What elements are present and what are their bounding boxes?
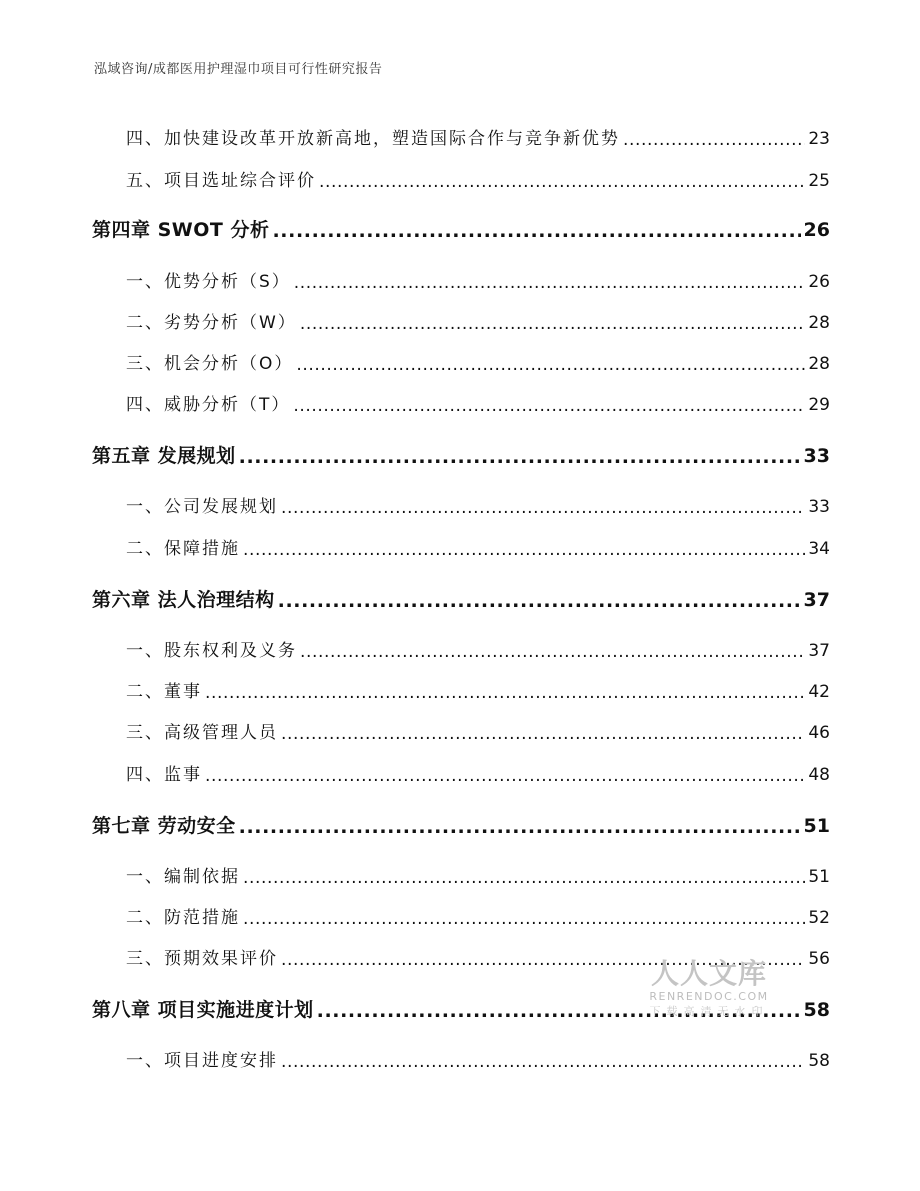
entry-title: 优势分析（S） (164, 272, 291, 292)
entry-title: 监事 (164, 765, 202, 785)
dot-leader (243, 540, 805, 557)
entry-title: 加快建设改革开放新高地，塑造国际合作与竞争新优势 (164, 129, 620, 149)
toc-entry[interactable] (92, 267, 830, 292)
toc-entry[interactable] (92, 760, 830, 785)
dot-leader (281, 724, 805, 741)
entry-number: 二、 (126, 313, 164, 333)
chapter-page: 51 (803, 815, 830, 837)
entry-page: 51 (808, 867, 830, 887)
dot-leader (623, 130, 805, 147)
entry-title: 公司发展规划 (164, 497, 278, 517)
watermark-slogan: 下载高清无水印 (649, 1005, 769, 1018)
chapter-page: 37 (803, 589, 830, 611)
toc-entry[interactable] (92, 718, 830, 743)
chapter-page: 58 (803, 999, 830, 1021)
entry-title: 高级管理人员 (164, 723, 278, 743)
watermark-logo-text: 人人文库 (650, 957, 767, 990)
entry-title: 股东权利及义务 (164, 641, 297, 661)
dot-leader (300, 642, 805, 659)
chapter-title: 第七章 劳动安全 (92, 815, 236, 837)
toc-chapter[interactable] (92, 441, 830, 468)
chapter-page: 26 (803, 219, 830, 241)
dot-leader (293, 396, 805, 413)
entry-title: 威胁分析（T） (164, 395, 291, 415)
dot-leader (205, 766, 805, 783)
toc-entry[interactable] (92, 166, 830, 191)
entry-page: 29 (808, 395, 830, 415)
entry-number: 四、 (126, 129, 164, 149)
dot-leader (243, 868, 805, 885)
dot-leader (205, 683, 805, 700)
entry-title: 预期效果评价 (164, 949, 278, 969)
entry-number: 三、 (126, 723, 164, 743)
entry-number: 一、 (126, 867, 164, 887)
entry-page: 37 (808, 641, 830, 661)
toc-entry[interactable] (92, 390, 830, 415)
watermark-url: RENRENDOC.COM (649, 990, 769, 1003)
toc-entry[interactable] (92, 124, 830, 149)
entry-number: 五、 (126, 171, 164, 191)
toc-entry[interactable] (92, 903, 830, 928)
entry-number: 一、 (126, 641, 164, 661)
dot-leader (239, 446, 801, 465)
dot-leader (272, 220, 800, 239)
entry-number: 三、 (126, 354, 164, 374)
entry-page: 34 (808, 539, 830, 559)
watermark (644, 958, 774, 1020)
toc-entry[interactable] (92, 862, 830, 887)
dot-leader (294, 273, 806, 290)
entry-title: 保障措施 (164, 539, 240, 559)
entry-title: 防范措施 (164, 908, 240, 928)
toc-chapter[interactable] (92, 811, 830, 838)
toc-chapter[interactable] (92, 215, 830, 242)
chapter-title: 第八章 项目实施进度计划 (92, 999, 314, 1021)
entry-page: 23 (808, 129, 830, 149)
entry-page: 52 (808, 908, 830, 928)
dot-leader (281, 498, 805, 515)
dot-leader (296, 355, 805, 372)
toc-chapter[interactable] (92, 585, 830, 612)
entry-number: 二、 (126, 908, 164, 928)
entry-page: 56 (808, 949, 830, 969)
toc-entry[interactable] (92, 492, 830, 517)
entry-number: 二、 (126, 682, 164, 702)
entry-number: 一、 (126, 272, 164, 292)
entry-page: 58 (808, 1051, 830, 1071)
chapter-title: 第四章 SWOT 分析 (92, 219, 270, 241)
entry-title: 编制依据 (164, 867, 240, 887)
entry-page: 48 (808, 765, 830, 785)
entry-number: 一、 (126, 1051, 164, 1071)
entry-number: 二、 (126, 539, 164, 559)
entry-page: 28 (808, 354, 830, 374)
toc-entry[interactable] (92, 308, 830, 333)
toc-entry[interactable] (92, 677, 830, 702)
chapter-title: 第五章 发展规划 (92, 445, 236, 467)
toc-entry[interactable] (92, 534, 830, 559)
entry-number: 四、 (126, 395, 164, 415)
entry-page: 46 (808, 723, 830, 743)
dot-leader (300, 314, 806, 331)
entry-number: 一、 (126, 497, 164, 517)
entry-number: 三、 (126, 949, 164, 969)
toc-entry[interactable] (92, 1046, 830, 1071)
entry-title: 劣势分析（W） (164, 313, 297, 333)
dot-leader (281, 1052, 805, 1069)
entry-number: 四、 (126, 765, 164, 785)
toc-entry[interactable] (92, 636, 830, 661)
entry-page: 28 (808, 313, 830, 333)
chapter-page: 33 (803, 445, 830, 467)
dot-leader (243, 909, 805, 926)
page-header: 泓域咨询/成都医用护理湿巾项目可行性研究报告 (94, 62, 383, 77)
entry-title: 董事 (164, 682, 202, 702)
entry-page: 33 (808, 497, 830, 517)
entry-title: 机会分析（O） (164, 354, 294, 374)
dot-leader (239, 816, 801, 835)
entry-title: 项目进度安排 (164, 1051, 278, 1071)
entry-title: 项目选址综合评价 (164, 171, 316, 191)
entry-page: 42 (808, 682, 830, 702)
entry-page: 26 (808, 272, 830, 292)
dot-leader (319, 172, 805, 189)
toc-entry[interactable] (92, 349, 830, 374)
entry-page: 25 (808, 171, 830, 191)
dot-leader (278, 590, 801, 609)
chapter-title: 第六章 法人治理结构 (92, 589, 275, 611)
